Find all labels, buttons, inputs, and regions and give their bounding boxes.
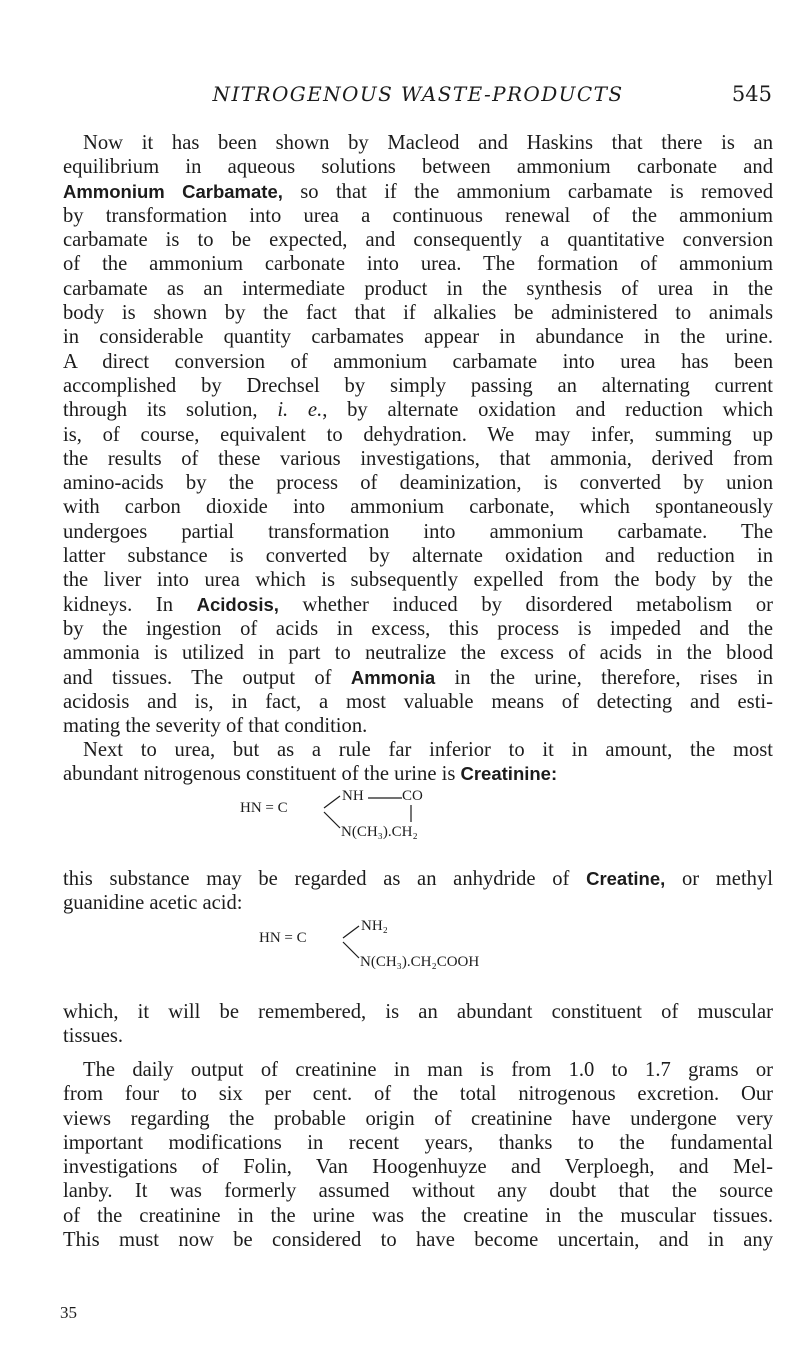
paragraph-creatine <box>63 867 773 916</box>
formula-upper-group: NH₂ <box>361 918 388 934</box>
text-line: which, it will be remembered, is an abundant constituent of muscular <box>63 1001 773 1023</box>
text-line: by the ingestion of acids in excess, this process is impeded and the <box>63 617 773 640</box>
formula-left-part: HN = C <box>240 800 288 816</box>
text-line: guanidine acetic acid: <box>63 892 243 915</box>
text-line: lanby. It was formerly assumed without any doubt that the source <box>63 1180 773 1203</box>
text-line: carbamate is to be expected, and consequently a quantitative conversion <box>63 229 773 252</box>
text-line: the results of these various investigations, that ammonia, derived from <box>63 447 773 470</box>
text-line: from four to six per cent. of the total nitrogenous excretion. Our <box>63 1083 773 1106</box>
text-line: investigations of Folin, Van Hoogenhuyze and Verploegh, and Mel- <box>63 1156 773 1179</box>
formula-upper-group: NH <box>342 788 364 804</box>
signature-mark: 35 <box>60 1303 77 1322</box>
text-line: through its solution, i. e., by alternate oxidation and reduction which <box>63 399 774 422</box>
text-line: in considerable quantity carbamates appear in abundance in the urine. <box>63 326 773 349</box>
paragraph-daily-output <box>63 1058 773 1252</box>
text-line: by transformation into urea a continuous renewal of the ammonium <box>63 204 773 227</box>
paragraph-ammonium-carbamate <box>63 131 773 738</box>
term-creatine: Creatine, <box>586 868 666 889</box>
text-line: kidneys. In Acidosis, whether induced by disordered metabolism or <box>63 593 773 616</box>
text-line: and tissues. The output of Ammonia in the urine, therefore, rises in <box>63 666 773 689</box>
formula-left-part: HN = C <box>259 930 307 946</box>
paragraph-creatinine-intro <box>63 738 773 787</box>
formula-lower-group: N(CH₃).CH₂ <box>341 824 418 840</box>
text-line: equilibrium in aqueous solutions between ammonium carbonate and <box>63 156 773 179</box>
text-line: of the ammonium carbonate into urea. The formation of ammonium <box>63 253 773 276</box>
page-number: 545 <box>731 82 772 106</box>
text-line: ammonia is utilized in part to neutralize the excess of acids in the blood <box>63 642 773 665</box>
text-line: undergoes partial transformation into ammonium carbamate. The <box>63 520 773 543</box>
text-line: the liver into urea which is subsequently expelled from the body by the <box>63 569 773 592</box>
text-line: mating the severity of that condition. <box>63 715 368 738</box>
text-line: this substance may be regarded as an anhydride of Creatine, or methyl <box>63 868 773 890</box>
text-line: is, of course, equivalent to dehydration. We may infer, summing up <box>63 423 773 446</box>
running-head <box>64 82 772 112</box>
term-ammonia: Ammonia <box>350 666 436 688</box>
text-line: abundant nitrogenous constituent of the urine is Creatinine: <box>63 763 558 786</box>
text-line: body is shown by the fact that if alkalies be administered to animals <box>63 302 773 325</box>
running-title: NITROGENOUS WASTE-PRODUCTS <box>212 82 624 106</box>
text-line: Now it has been shown by Macleod and Haskins that there is an <box>83 132 773 154</box>
creatinine-formula <box>240 788 440 850</box>
text-line: accomplished by Drechsel by simply passing an alternating current <box>63 374 773 397</box>
text-line: of the creatinine in the urine was the creatine in the muscular tissues. <box>63 1204 773 1227</box>
term-ammonium-carbamate: Ammonium Carbamate, <box>63 180 283 202</box>
text-line: The daily output of creatinine in man is from 1.0 to 1.7 grams or <box>83 1059 773 1081</box>
formula-lower-group: N(CH₃).CH₂COOH <box>360 954 480 970</box>
formula-upper-right-group: CO <box>402 788 423 804</box>
paragraph-muscular-tissues <box>63 1000 773 1049</box>
text-line: acidosis and is, in fact, a most valuable means of detecting and esti- <box>63 690 773 713</box>
text-line: tissues. <box>63 1025 124 1048</box>
text-line: carbamate as an intermediate product in the synthesis of urea in the <box>63 277 773 300</box>
term-acidosis: Acidosis, <box>196 593 279 615</box>
text-line: This must now be considered to have become uncertain, and in any <box>63 1229 773 1252</box>
text-line: Ammonium Carbamate, so that if the ammonium carbamate is removed <box>63 180 774 203</box>
text-line: Next to urea, but as a rule far inferior to it in amount, the most <box>83 739 773 761</box>
text-line: latter substance is converted by alternate oxidation and reduction in <box>63 545 773 568</box>
text-line: important modifications in recent years, thanks to the fundamental <box>63 1131 773 1154</box>
creatine-formula <box>259 918 479 980</box>
text-line: with carbon dioxide into ammonium carbonate, which spontaneously <box>63 496 773 519</box>
text-line: amino-acids by the process of deaminization, is converted by union <box>63 472 773 495</box>
term-creatinine: Creatinine: <box>460 763 558 785</box>
text-line: views regarding the probable origin of creatinine have undergone very <box>63 1107 773 1130</box>
text-line: A direct conversion of ammonium carbamate into urea has been <box>63 350 773 373</box>
